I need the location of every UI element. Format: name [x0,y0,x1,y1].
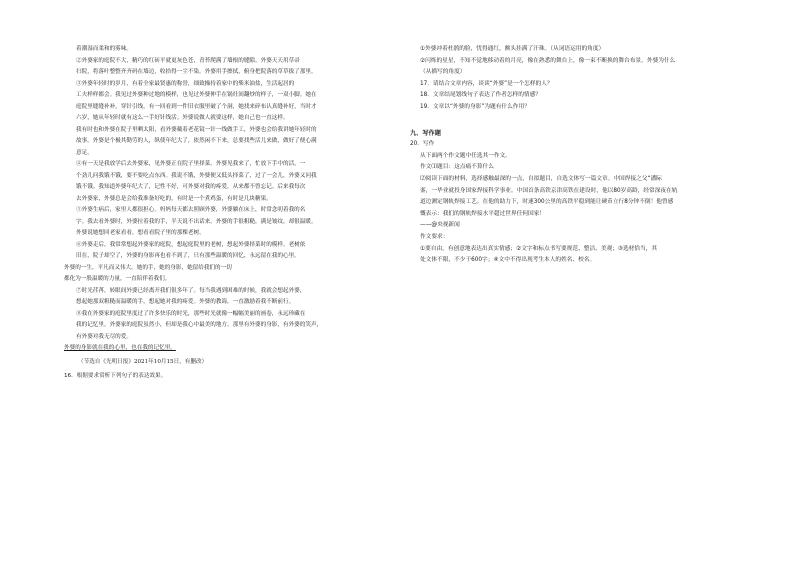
right-column [410,44,732,267]
question-16-item: ②闪烁的星星，不知不觉地移动着的月亮，像在熟悉的舞台上，像一束不断换的舞台布景。外婆为什么 [420,57,676,64]
requirement-line: ①要自由，有创意地表达出真实情感；②文字和标点书写要规范、整洁、美观；③选材恰当，其 [420,245,658,252]
prompt-line: 道边测定钢轨焊接工艺。在他的助力下，时速300公里的高铁平稳到能让硬币立行8分钟不倒！他曾感 [420,199,674,206]
passage-paragraph: 故事。外婆是个极其勤劳的人，纵使年纪大了，依然闲不下来，总要找些活儿来做，做好了便心满 [76,138,317,144]
passage-paragraph: 六岁，她从年轻时就有这么一手好针线活。外婆说做人就要这样，她自己也一直这样。 [76,115,289,121]
question-17: 17．请结合文章内容，谈谈“外婆”是一个怎样的人？ [420,80,553,87]
passage-paragraph: ⑥外婆走后，我常常想起外婆家的庭院，想起庭院里的老树，想起外婆择菜时的模样。老树依 [76,241,306,248]
passage-paragraph: 我有时也和外婆在院子里晒太阳，看外婆戴着老花镜一针一线做手工，外婆也会给我讲她年轻时的 [76,126,317,133]
passage-paragraph: 饿不饿。我知道外婆年纪大了，记性不好，可外婆对我的疼爱，从来都不曾忘记。后来我每次 [76,184,306,190]
passage-paragraph: 有外婆对我无尽的爱。 [76,333,132,340]
passage-line: 外婆的一生，平凡而又伟大。她的手，她的身影，她留给我们的一切 [64,264,232,271]
writing-prompt [410,151,732,232]
prompt-line: 慨表示：我们的钢轨焊接水平超过世界任何国家！ [420,210,546,217]
passage-paragraphs-2 [64,286,364,344]
question-19: 19．文章以“外婆的身影”为题有什么作用？ [420,103,530,110]
prompt-line: 从下面两个作文题中任选其一作文。 [420,152,511,159]
requirement-line: 处文体不限，不少于600字；④文中不得出现考生本人的姓名、校名。 [420,257,596,264]
prompt-line: 銮，一毕业就投身国家焊接科学事业。中国首条高铁京津高铁在建设时，他以80岁高龄，经常深夜在轨 [420,187,678,194]
passage-paragraph: 庭院里缝缝补补，穿针引线，有一回看到一件旧衣服里破了个洞，她找来碎布认真缝补好，当时才 [76,103,317,110]
passage-paragraph: 去外婆家，外婆总是会给我准备好吃的，有时是一个煮鸡蛋，有时是几块糖果。 [76,195,272,202]
passage-line: 都化为一股温暖的力量，一直陪伴着我们。 [64,276,171,282]
passage-paragraph: 外婆说她想回老家看看，想看看院子里的那棵老树。 [76,230,205,236]
question-18: 18．文章结尾划线句子表达了作者怎样的情感？ [420,92,541,99]
source-citation: （节选自《光明日报》2021年10月15日，有删改） [78,358,208,365]
passage-paragraph: ⑧我在外婆家的庭院里度过了许多快乐的时光，那些时光就像一幅幅美丽的画卷，永远珍藏在 [76,310,306,317]
passage-paragraph: 着潮湿而柔和的雾味。 [76,46,132,52]
passage-paragraph: 想起她那双粗糙而温暖的手，想起她对我的疼爱。外婆的教诲，一直激励着我不断前行。 [76,299,295,305]
question-16-item: ①外婆冲着杜鹃的脸，忧得通红，额头挂满了汗珠。（从词语运用的角度） [420,46,605,52]
prompt-line: ——@央视新闻 [420,222,460,229]
requirements [410,244,732,267]
passage-paragraph: 工夫样样都会。我见过外婆种过地的模样，也见过外婆伸手在锅灶间翻炒的样子，一双小脚。她在 [76,92,317,98]
passage-paragraph: ⑤外婆生病后，家里人都很担心。妈妈每天都去照顾外婆，外婆躺在床上，时常念叨着我的名 [76,207,306,213]
question-20: 20．写作 [410,141,435,148]
passage-paragraph: 扫院，将落叶整整齐齐码在墙边，收拾得一尘不染。外婆用手擦拭，俯身把院落的草草拔了那里。 [76,69,317,75]
passage-paragraph: 我的记忆里。外婆家的庭院虽然小，但却是我心中最美的地方。那里有外婆的身影，有外婆的笑声， [76,322,323,328]
passage-paragraph: ④有一天是我放学后去外婆家，见外婆正在院子里择菜。外婆见我来了，忙放下手中的活，一 [76,161,306,167]
passage-paragraph: ③外婆年轻时的岁月，有着全家最贤惠的称誉，细致操持着家中的柴米油盐，生活起居的 [76,80,295,87]
passage-paragraph: ⑦时光荏苒，转眼间外婆已经离开我们很多年了。每当我遇到困难的时候，我就会想起外婆， [76,287,306,294]
underlined-sentence: 外婆的身影就在我的心里，也在我的记忆里。 [64,345,176,351]
passage-paragraph: 旧在，院子却空了，外婆的身影再也看不到了，只有那些温暖的回忆，永远留在我的心里。 [76,253,300,259]
passage-paragraph: ②外婆家的庭院不大，精巧的红砖平就更灰色苍，青苔爬满了墙根的缝隙。外婆天天用草帚 [76,57,300,64]
prompt-line: ⑵阅读下面的材料，选择感触最深的一点，自拟题目，自选文体写一篇文章。中国焊接之父“潘际 [420,175,662,182]
passage-paragraphs [64,44,364,263]
section-title: 九、写作题 [410,129,441,137]
requirements-title: 作文要求： [420,233,449,240]
question-16-items [410,44,732,79]
passage-paragraph: 意足。 [76,149,93,156]
passage-paragraph: 字。我去看外婆时，外婆拉着我的手，半天说不出话来。外婆的手很粗糙，满是皱纹，却很温暖。 [76,218,317,225]
left-column [64,44,364,383]
passage-paragraph: 个劲儿问我饿不饿，要不要吃点东西。我说不饿，外婆便又低头择菜了，过了一会儿，外婆又问我 [76,172,317,179]
prompt-line: 作文⑴题目：这点痛不算什么 [420,164,494,171]
question-16-item: （从描写的角度） [420,69,466,76]
question-16: 16．根据要求赏析下列句子的表达效果。 [64,373,167,379]
